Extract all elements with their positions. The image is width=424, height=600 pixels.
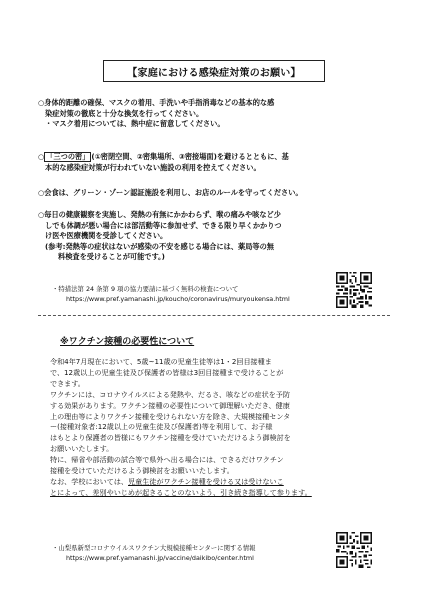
text-line: [50, 477, 392, 488]
text-span: (①密閉空間、②密集場所、③密接場面)を避けるとともに、基: [91, 152, 289, 161]
text-line: ・マスク着用については、熱中症に留意してください。: [45, 119, 225, 129]
text-line: [38, 152, 390, 163]
text-line: 料検査を受けることが可能です。): [58, 252, 165, 262]
free-test-reference: [52, 285, 327, 304]
text-line: 染症対策の徹底と十分な換気を行ってください。: [45, 108, 204, 118]
text-line: はもとより保護者の皆様にもワクチン接種を受けていただけるよう御検討を: [50, 433, 291, 443]
reference-text: ・山梨県新型コロナウイルスワクチン大規模接種センターに関する情報: [52, 544, 256, 552]
notice-title: 【家庭における感染症対策のお願い】: [103, 60, 325, 82]
free-test-url-link[interactable]: https://www.pref.yamanashi.jp/koucho/coronavirus/muryoukensa.html: [66, 294, 290, 303]
paragraph-distancing: [38, 98, 390, 130]
qr-code-icon[interactable]: [336, 272, 372, 308]
text-span: なお、学校においては、: [50, 476, 129, 486]
text-line: 令和4年7月現在において、5歳~11歳の児童生徒等は1・2回目接種ま: [50, 357, 272, 366]
qr-code-icon[interactable]: [336, 532, 372, 568]
text-line: (参考:発熱等の症状はないが感染の不安を感じる場合には、薬局等の無: [45, 241, 274, 251]
paragraph-three-cs: [38, 152, 390, 173]
text-line: 上の理由等によりワクチン接種を受けられない方を除き、大規模接種センタ: [50, 411, 291, 421]
text-line: しでも体調が悪い場合には部活動等に参加せず、できる限り早くかかりつ: [45, 220, 282, 230]
text-line: ー(接種対象者:12歳以上の児童生徒及び保護者)等を利用して、お子様: [50, 422, 273, 432]
text-line: で、12歳以上の児童生徒及び保護者の皆様は3回目接種まで受けることが: [50, 367, 284, 377]
three-cs-box: 「三つの密」: [46, 152, 90, 161]
text-line: 接種を受けていただけるよう御検討をお願いいたします。: [50, 466, 234, 476]
emphasis-text: とによって、差別やいじめが起きることのないよう、引き続き指導して参ります。: [50, 487, 312, 497]
section-divider: [38, 315, 390, 316]
text-line: できます。: [50, 378, 85, 388]
text-line: ワクチンには、コロナウイルスによる発熱や、だるさ、咳などの症状を予防: [50, 389, 290, 399]
text-line: け医や医療機関を受診してください。: [45, 231, 168, 241]
text-line: お願いいたします。: [50, 444, 114, 454]
vaccine-center-url-link[interactable]: https://www.pref.yamanashi.jp/vaccine/daikibo/center.html: [66, 553, 254, 562]
emphasis-text: 児童生徒がワクチン接種を受ける又は受けないこ: [128, 476, 284, 486]
bullet: ○: [38, 152, 45, 161]
paragraph-dining: [38, 188, 390, 199]
text-line: 特に、帰省や部活動の試合等で県外へ出る場合には、できるだけワクチン: [50, 455, 284, 465]
vaccine-center-reference: [52, 544, 327, 563]
text-line: する効果があります。ワクチン接種の必要性について御理解いただき、健康: [50, 400, 290, 410]
text-line: ○身体的距離の確保、マスクの着用、手洗いや手指消毒などの基本的な感: [38, 98, 275, 107]
paragraph-health-check: [38, 210, 390, 263]
vaccine-section-title: ※ワクチン接種の必要性について: [60, 337, 195, 347]
text-line: ○会食は、グリーン・ゾーン認証施設を利用し、お店のルールを守ってください。: [38, 188, 303, 197]
text-line: 本的な感染症対策が行われていない施設の利用を控えてください。: [45, 162, 261, 172]
text-line: ○毎日の健康観察を実施し、発熱の有無にかかわらず、喉の痛みや咳など少: [38, 210, 281, 219]
reference-text: ・特措法第 24 条第 9 項の協力要請に基づく無料の検査について: [52, 285, 239, 293]
vaccine-section-body: [50, 357, 392, 499]
